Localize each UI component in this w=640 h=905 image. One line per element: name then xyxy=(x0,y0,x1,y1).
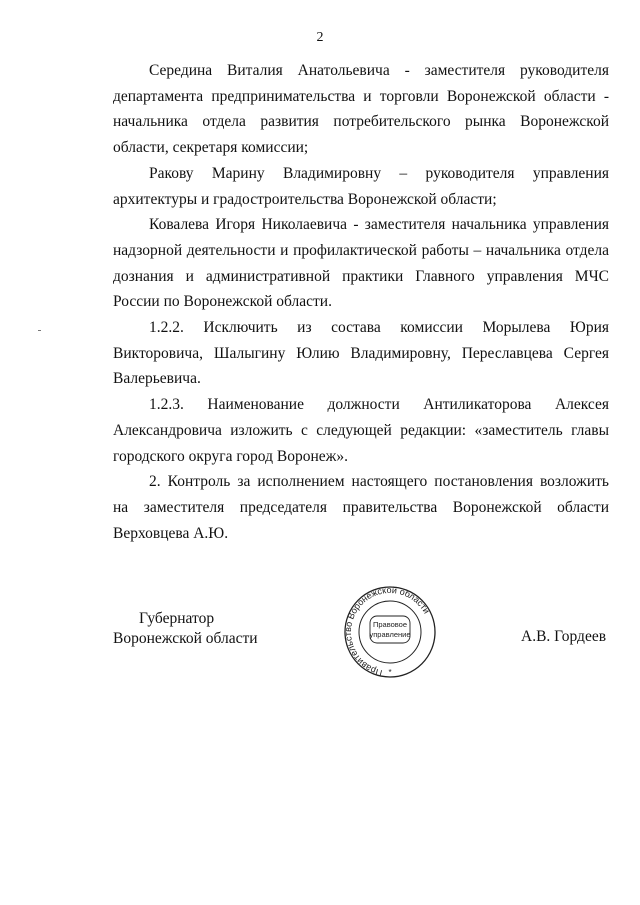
document-body xyxy=(113,58,609,546)
signatory-region: Воронежской области xyxy=(113,630,258,647)
signatory-position xyxy=(113,609,258,649)
signatory-title: Губернатор xyxy=(139,610,215,627)
paragraph-1-2-3: 1.2.3. Наименование должности Антиликаторова Алексея Александровича изложить с следующей редакции: «заместитель главы городского округа город Воронеж». xyxy=(113,396,609,465)
seal-inner-line1: Правовое xyxy=(372,620,408,629)
paragraph-2-control: 2. Контроль за исполнением настоящего постановления возложить на заместителя председателя правительства Воронежской области Верховцева А.Ю. xyxy=(113,473,609,542)
scan-mark xyxy=(38,330,41,331)
official-seal xyxy=(343,582,437,682)
seal-outer-text: Правительство Воронежской области xyxy=(343,584,432,679)
paragraph-1-2-2: 1.2.2. Исключить из состава комиссии Морылева Юрия Викторовича, Шалыгину Юлию Владимировну, Переславцева Сергея Валерьевича. xyxy=(113,319,609,388)
seal-star: * xyxy=(388,668,392,677)
signatory-name: А.В. Гордеев xyxy=(521,628,607,645)
page-number: 2 xyxy=(316,30,324,45)
paragraph-kovalev: Ковалева Игоря Николаевича - заместителя начальника управления надзорной деятельности и профилактической работы – начальника отдела дознания и административной практики Главного управления МЧС России по Воронежской области. xyxy=(113,216,609,311)
paragraph-rakova: Ракову Марину Владимировну – руководителя управления архитектуры и градостроительства Воронежской области; xyxy=(113,164,609,208)
paragraph-seredin: Середина Виталия Анатольевича - заместителя руководителя департамента предпринимательства и торговли Воронежской области - начальника отдела развития потребительского рынка Воронежской области, секретаря комиссии; xyxy=(113,62,609,157)
seal-inner-line2: управление xyxy=(369,630,411,639)
